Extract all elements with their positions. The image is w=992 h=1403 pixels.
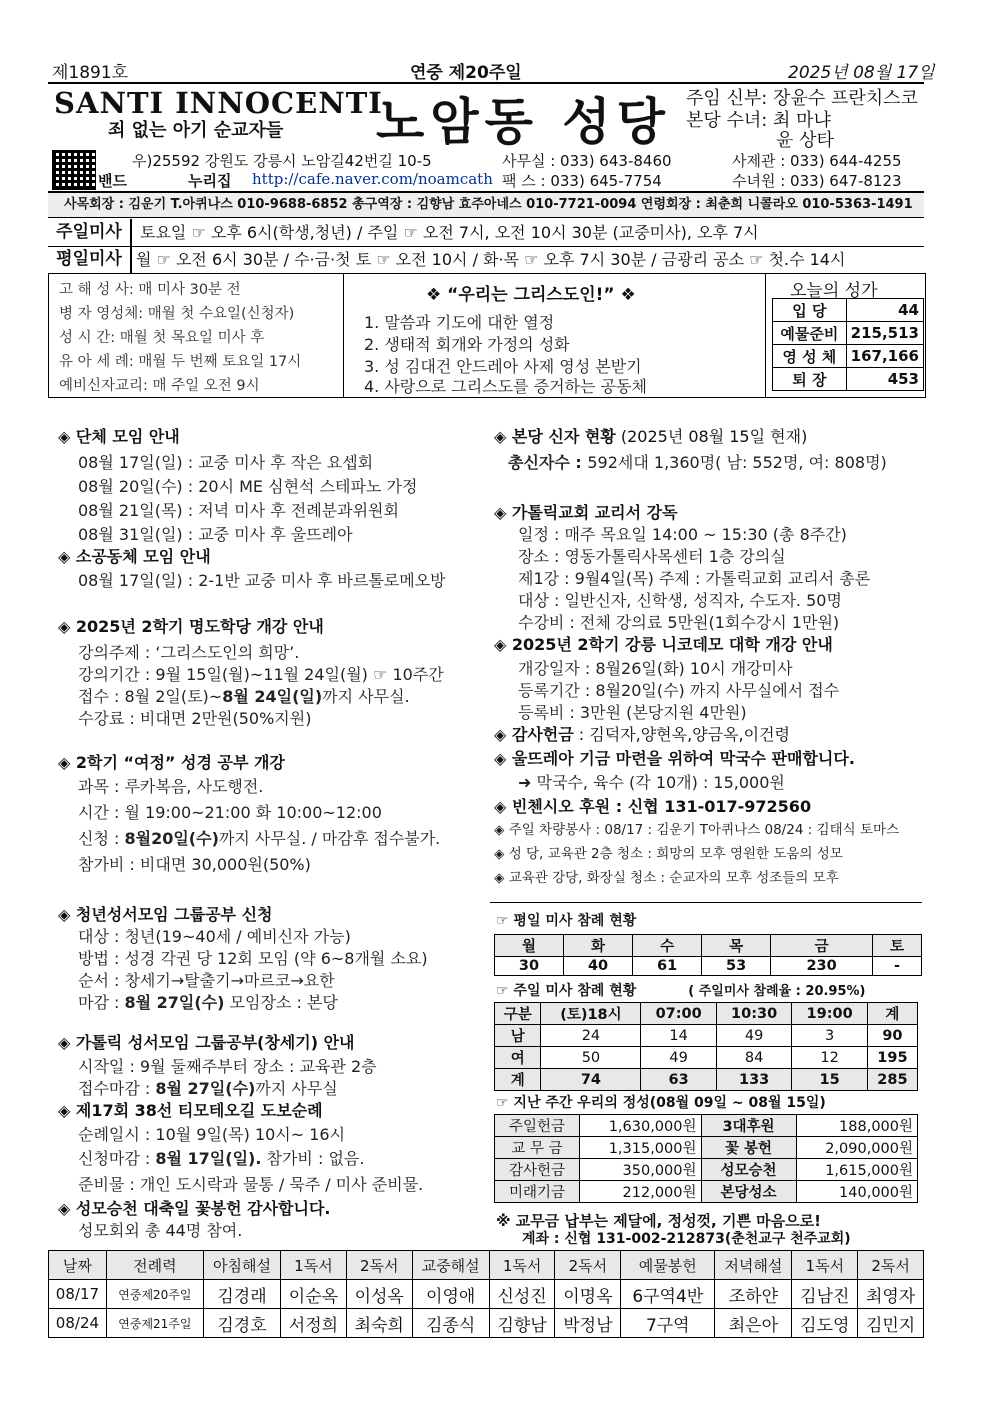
- hymns-box: [765, 274, 926, 397]
- section-title: ◈ 성모승천 대축일 꽃봉헌 감사합니다.: [58, 1196, 331, 1219]
- sunday-mass-label: 주일미사: [48, 219, 132, 246]
- motto-item: 2. 생태적 회개와 가정의 성화: [364, 335, 570, 354]
- list-item: 순서 : 창세기→탈출기→마르코→요한: [78, 971, 335, 990]
- issue-date: 2025년 08월 17일: [788, 63, 935, 83]
- table-row: 08/17 연중제20주일 김경래 이순옥 이성옥 이영애 신성진 이명옥 6구역4반 조하얀 김남진 최영자: [49, 1280, 924, 1309]
- list-item: 대상 : 청년(19~40세 / 예비신자 가능): [78, 927, 351, 946]
- rectory-tel: 사제관 : 033) 644-4255: [732, 152, 902, 170]
- band-label[interactable]: 밴드: [98, 172, 127, 190]
- cafe-link[interactable]: http://cafe.naver.com/noamcath: [252, 170, 493, 188]
- offering-table: [494, 1114, 918, 1203]
- info-box: [48, 273, 926, 398]
- table-row: 08/24 연중제21주일 김경호 서정희 최숙희 김종식 김향남 박정남 7구역 최은아 김도영 김민지: [49, 1309, 924, 1338]
- sacraments-box: [49, 274, 344, 397]
- cafe-label: 누리집: [188, 172, 232, 190]
- qr-code-icon[interactable]: [52, 150, 96, 190]
- section-title: ◈ 단체 모임 안내: [58, 424, 180, 447]
- list-item: 시작일 : 9월 둘째주부터 장소 : 교육관 2층: [78, 1057, 377, 1076]
- sacrament-item: 성 시 간: 매월 첫 목요일 미사 후: [59, 330, 265, 346]
- list-item: ➜ 막국수, 육수 (각 10개) : 15,000원: [518, 773, 785, 792]
- list-item: 강의기간 : 9월 15일(월)~11월 24일(월) ☞ 10주간: [78, 665, 444, 684]
- weekday-mass-times: 월 ☞ 오전 6시 30분 / 수·금·첫 토 ☞ 오전 10시 / 화·목 ☞ 오후 7시 30분 / 금광리 공소 ☞ 첫.수 14시: [136, 250, 846, 269]
- list-item: 과목 : 루카복음, 사도행전.: [78, 777, 264, 796]
- list-item: ◈ 교육관 강당, 화장실 청소 : 순교자의 모후 성조들의 모후: [494, 870, 839, 886]
- liturgical-week: 연중 제20주일: [410, 63, 522, 83]
- section-title: ◈ 소공동체 모임 안내: [58, 544, 211, 567]
- table-row: 영 성 체 167,166: [773, 345, 924, 368]
- list-item: ◈ 성 당, 교육관 2층 청소 : 희망의 모후 영원한 도움의 성모: [494, 846, 843, 862]
- sunday-attendance-table: [494, 1002, 918, 1091]
- list-item: 강의주제 : ‘그리스도인의 희망’.: [78, 643, 300, 662]
- motto-item: 4. 사랑으로 그리스도를 증거하는 공동체: [364, 377, 647, 396]
- list-item: 08월 17일(일) : 교중 미사 후 작은 요셉회: [78, 453, 374, 472]
- sunday-mass-times: 토요일 ☞ 오후 6시(학생,청년) / 주일 ☞ 오전 7시, 오전 10시 30분 (교중미사), 오후 7시: [140, 223, 759, 242]
- hymns-table: [772, 298, 924, 391]
- table-row: 여 50 49 84 12 195: [495, 1047, 918, 1069]
- church-name: 노암동 성당: [376, 93, 671, 151]
- address: 우)25592 강원도 강릉시 노암길42번길 10-5: [132, 152, 432, 170]
- table-row: 입 당 44: [773, 299, 924, 322]
- table-row: 주일헌금 1,630,000원 3대후원 188,000원: [495, 1115, 918, 1137]
- list-item: 신청 : 8월20일(수)까지 사무실. / 마감후 접수불가.: [78, 829, 441, 848]
- section-title: ◈ 빈첸시오 후원 : 신협 131-017-972560: [494, 794, 811, 817]
- list-item: 마감 : 8월 27일(수) 모임장소 : 본당: [78, 993, 338, 1012]
- list-item: 접수마감 : 8월 27일(수)까지 사무실: [78, 1079, 338, 1098]
- list-item: ◈ 주일 차량봉사 : 08/17 : 김운기 T아퀴나스 08/24 : 김태식 토마스: [494, 822, 900, 838]
- list-item: 장소 : 영동가톨릭사목센터 1층 강의실: [518, 547, 786, 566]
- list-item: 등록기간 : 8월20일(수) 까지 사무실에서 접수: [518, 681, 840, 700]
- section-title: ◈ 가톨릭교회 교리서 강독: [494, 500, 678, 523]
- list-item: 대상 : 일반신자, 신학생, 성직자, 수도자. 50명: [518, 591, 842, 610]
- table-row: 30 40 61 53 230 -: [495, 957, 922, 976]
- sister-1: 본당 수녀: 최 마냐: [686, 110, 831, 131]
- office-tel: 사무실 : 033) 643-8460: [502, 152, 672, 170]
- sunday-mass-row: [48, 219, 924, 247]
- list-item: 성모회외 총 44명 참여.: [78, 1221, 243, 1240]
- list-item: 일정 : 매주 목요일 14:00 ~ 15:30 (총 8주간): [518, 525, 847, 544]
- list-item: 08월 17일(일) : 2-1반 교중 미사 후 바르톨로메오방: [78, 571, 446, 590]
- leaders-text: 사목회장 : 김운기 T.아퀴나스 010-9688-6852 총구역장 : 김향남 효주아네스 010-7721-0094 연령회장 : 최춘희 니콜라오 010-5363-1491: [64, 197, 913, 212]
- office-fax: 팩 스 : 033) 645-7754: [502, 172, 662, 190]
- parish-status: ◈ 본당 신자 현황 (2025년 08월 15일 현재): [494, 424, 807, 447]
- table-row: 감사헌금 350,000원 성모승천 1,615,000원: [495, 1159, 918, 1181]
- offering-title: ☞ 지난 주간 우리의 정성(08월 09일 ~ 08월 15일): [496, 1095, 826, 1111]
- list-item: 신청마감 : 8월 17일(일). 참가비 : 없음.: [78, 1149, 365, 1168]
- sacrament-item: 예비신자교리: 매 주일 오전 9시: [59, 378, 260, 394]
- section-title: ◈ 2학기 “여정” 성경 공부 개강: [58, 750, 285, 773]
- table-row: 월 화 수 목 금 토: [495, 935, 922, 957]
- issue-number: 제1891호: [52, 63, 129, 83]
- list-item: 시간 : 월 19:00~21:00 화 10:00~12:00: [78, 803, 382, 822]
- weekday-mass-row: [48, 246, 924, 274]
- list-item: 순례일시 : 10월 9일(목) 10시~ 16시: [78, 1125, 346, 1144]
- section-title: ◈ 청년성서모임 그룹공부 신청: [58, 902, 273, 925]
- member-count: 총신자수 : 592세대 1,360명( 남: 552명, 여: 808명): [508, 453, 887, 472]
- thanks-offering: ◈ 감사헌금 : 김덕자,양현옥,양금옥,이건령: [494, 722, 790, 745]
- list-item: 수강료 : 비대면 2만원(50%지원): [78, 709, 312, 728]
- section-title: ◈ 울뜨레아 기금 마련을 위하여 막국수 판매합니다.: [494, 746, 855, 769]
- list-item: 등록비 : 3만원 (본당지원 4만원): [518, 703, 747, 722]
- table-row: 퇴 장 453: [773, 368, 924, 391]
- weekday-attendance-table: [494, 934, 922, 976]
- motto-item: 1. 말씀과 기도에 대한 열정: [364, 313, 555, 332]
- bank-account: 계좌 : 신협 131-002-212873(춘천교구 천주교회): [522, 1231, 851, 1247]
- latin-subtitle: 죄 없는 아기 순교자들: [108, 120, 284, 141]
- list-item: 08월 21일(목) : 저녁 미사 후 전례분과위원회: [78, 501, 399, 520]
- convent-tel: 수녀원 : 033) 647-8123: [732, 172, 902, 190]
- pastor: 주임 신부: 장윤수 프란치스코: [686, 88, 918, 109]
- weekday-attendance-title: ☞ 평일 미사 참례 현황: [496, 913, 637, 929]
- table-row: 날짜 전례력 아침해설 1독서 2독서 교중해설 1독서 2독서 예물봉헌 저녁해설 1독서 2독서: [49, 1251, 924, 1280]
- weekday-mass-label: 평일미사: [48, 246, 132, 273]
- table-row: 예물준비 215,513: [773, 322, 924, 345]
- sacrament-item: 고 해 성 사: 매 미사 30분 전: [59, 282, 241, 298]
- list-item: 개강일자 : 8월26일(화) 10시 개강미사: [518, 659, 793, 678]
- sacrament-item: 유 아 세 례: 매월 두 번째 토요일 17시: [59, 354, 302, 370]
- list-item: 참가비 : 비대면 30,000원(50%): [78, 855, 311, 874]
- motto-item: 3. 성 김대건 안드레아 사제 영성 본받기: [364, 357, 642, 376]
- latin-title: SANTI INNOCENTI: [54, 86, 383, 120]
- list-item: 08월 31일(일) : 교중 미사 후 울뜨레아: [78, 525, 353, 544]
- hymns-title: 오늘의 성가: [790, 281, 878, 301]
- section-title: ◈ 2025년 2학기 강릉 니코데모 대학 개강 안내: [494, 632, 833, 655]
- leaders-bar: [48, 191, 924, 218]
- motto-title: ❖ “우리는 그리스도인!” ❖: [426, 285, 636, 305]
- sacrament-item: 병 자 영성체: 매월 첫 수요일(신청자): [59, 306, 295, 322]
- table-row: 계 74 63 133 15 285: [495, 1069, 918, 1091]
- sunday-attendance-title: ☞ 주일 미사 참례 현황 ( 주일미사 참례율 : 20.95%): [496, 983, 866, 999]
- liturgy-roster-table: [48, 1250, 924, 1338]
- sister-2: 윤 상타: [776, 130, 834, 151]
- list-item: 제1강 : 9월4일(목) 주제 : 가톨릭교회 교리서 총론: [518, 569, 871, 588]
- table-row: 구분 (토)18시 07:00 10:30 19:00 계: [495, 1003, 918, 1025]
- section-title: ◈ 2025년 2학기 명도학당 개강 안내: [58, 614, 324, 637]
- table-row: 미래기금 212,000원 본당성소 140,000원: [495, 1181, 918, 1203]
- list-item: 방법 : 성경 각권 당 12회 모임 (약 6~8개월 소요): [78, 949, 428, 968]
- table-row: 남 24 14 49 3 90: [495, 1025, 918, 1047]
- section-title: ◈ 가톨릭 성서모임 그룹공부(창세기) 안내: [58, 1030, 355, 1053]
- dues-note: ※ 교무금 납부는 제달에, 정성껏, 기쁜 마음으로!: [496, 1212, 821, 1230]
- list-item: 준비물 : 개인 도시락과 물통 / 묵주 / 미사 준비물.: [78, 1175, 424, 1194]
- list-item: 접수 : 8월 2일(토)~8월 24일(일)까지 사무실.: [78, 687, 410, 706]
- list-item: 08월 20일(수) : 20시 ME 심현석 스테파노 가정: [78, 477, 418, 496]
- section-title: ◈ 제17회 38선 티모테오길 도보순례: [58, 1098, 323, 1121]
- motto-box: [344, 274, 764, 397]
- table-row: 교 무 금 1,315,000원 꽃 봉헌 2,090,000원: [495, 1137, 918, 1159]
- divider: [490, 902, 922, 903]
- list-item: 수강비 : 전체 강의료 5만원(1회수강시 1만원): [518, 613, 840, 632]
